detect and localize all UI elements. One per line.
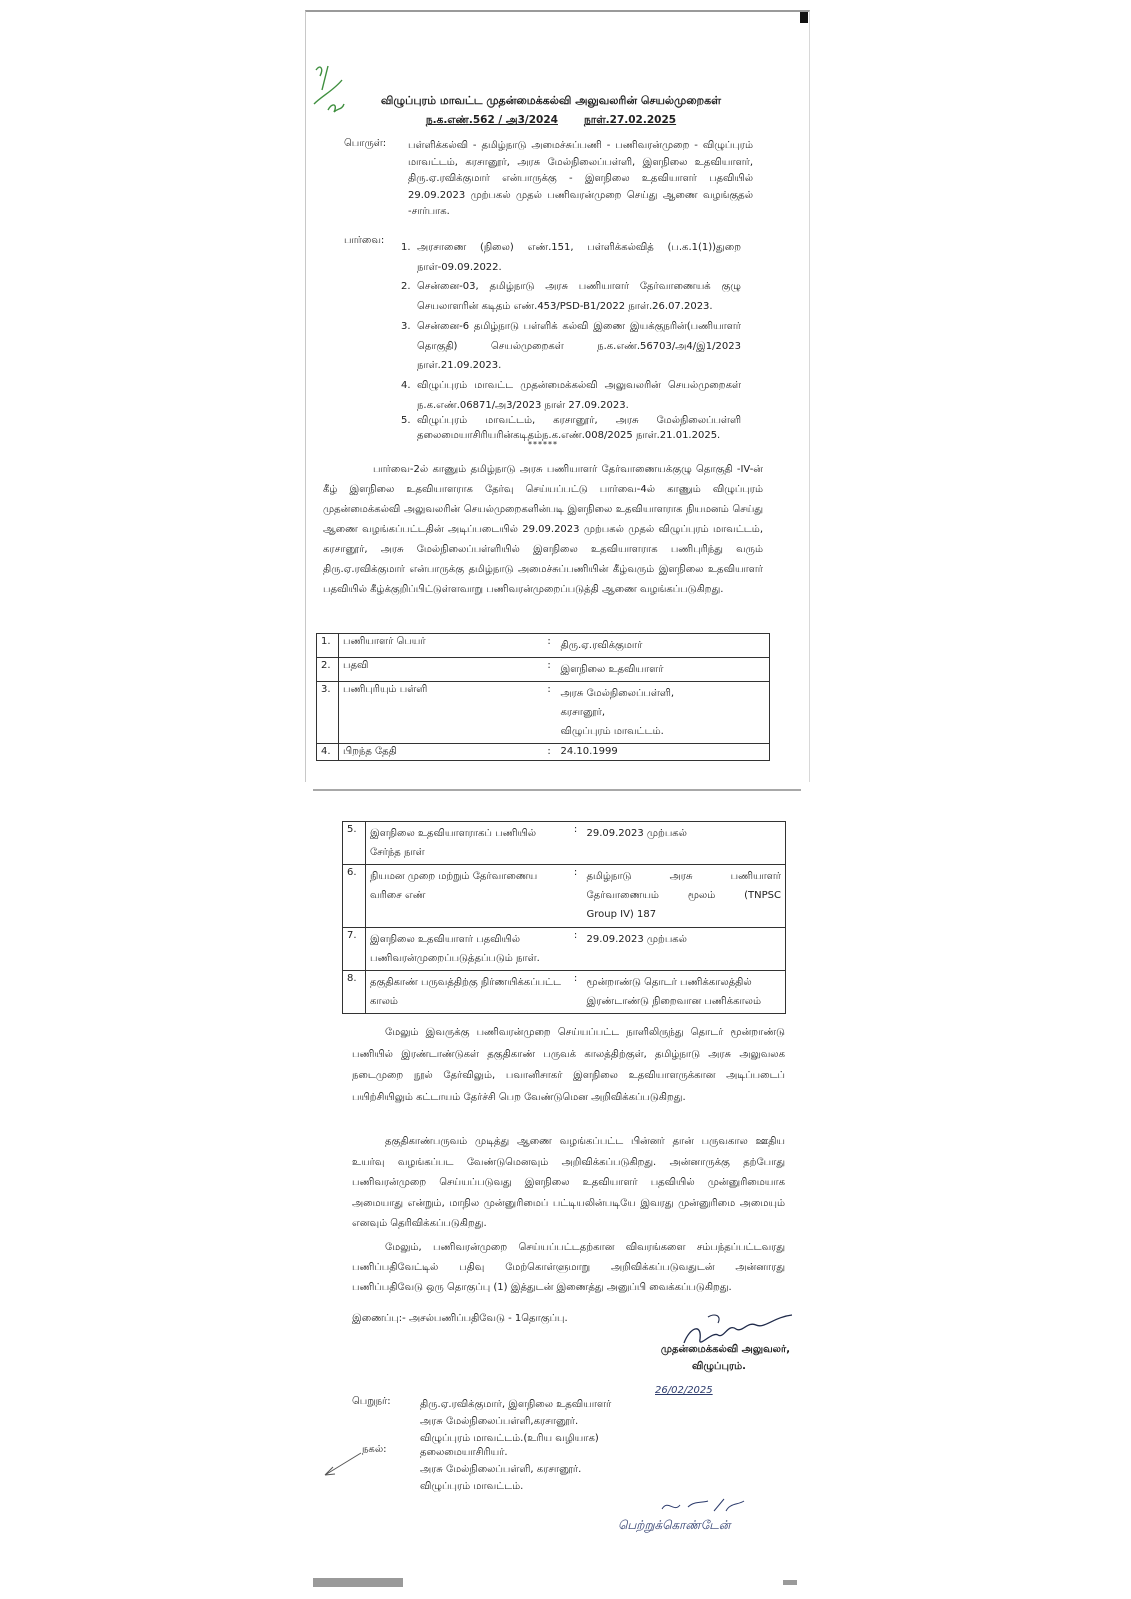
address-line: திரு.ஏ.ரவிக்குமார், இளநிலை உதவியாளர் xyxy=(420,1399,612,1410)
row-colon: : xyxy=(569,928,583,971)
address-line: தலைமையாசிரியர். xyxy=(420,1447,508,1458)
copy-label: நகல்: xyxy=(362,1444,387,1455)
table-row xyxy=(343,971,786,1014)
row-label: தகுதிகாண் பருவத்திற்கு நிர்ணயிக்கப்பட்ட காலம் xyxy=(366,971,569,1014)
address-line: அரசு மேல்நிலைப்பள்ளி,கரசானூர். xyxy=(420,1416,579,1427)
table-row xyxy=(343,928,786,971)
note-paragraph: மேலும், பணிவரன்முறை செய்யப்பட்டதற்கான விவரங்களை சம்பந்தப்பட்டவரது பணிப்பதிவேட்டில் பதிவு மேற்கொள்ளுமாறு அறிவிக்கப்படுவதுடன் அன்னாரது பணிப்பதிவேடு ஒரு தொகுப்பு (1) இத்துடன் இணைத்து அனுப்பி வைக்கப்படுகிறது. xyxy=(352,1242,785,1293)
value-line: 24.10.1999 xyxy=(560,746,618,757)
signatory-place: விழுப்புரம். xyxy=(692,1361,746,1372)
row-label: பணிபுரியும் பள்ளி xyxy=(339,682,542,744)
row-colon: : xyxy=(569,865,583,928)
value-line: Group IV) 187 xyxy=(586,909,657,920)
row-number: 8. xyxy=(343,971,366,1014)
row-label: இளநிலை உதவியாளராகப் பணியில் சேர்ந்த நாள் xyxy=(366,822,569,865)
reference-number-label: 5. xyxy=(401,415,411,426)
order-paragraph: பார்வை-2ல் காணும் தமிழ்நாடு அரசு பணியாளர் தேர்வாணையக்குழு தொகுதி -IV-ன் கீழ் இளநிலை உதவியாளராக தேர்வு செய்யப்பட்டு பார்வை-4ல் காணும் விழுப்புரம் முதன்மைக்கல்வி அலுவலரின் செயல்முறைகளின்படி இளநிலை உதவியாளராக நியமனம் செய்து ஆணை வழங்கப்பட்டதின் அடிப்படையில் 29.09.2023 முற்பகல் முதல் விழுப்புரம் மாவட்டம், கரசானூர், அரசு மேல்நிலைப்பள்ளியில் இளநிலை உதவியாளராக பணிபுரிந்து வரும் திரு.ஏ.ரவிக்குமார் என்பாருக்கு தமிழ்நாடு அமைச்சுப்பணியின் கீழ்வரும் இளநிலை உதவியாளர் பதவியில் கீழ்க்குறிப்பிட்டுள்ளவாறு பணிவரன்முறைப்படுத்தி ஆணை வழங்கப்படுகிறது. xyxy=(323,464,763,595)
reference-text: அரசாணை (நிலை) எண்.151, பள்ளிக்கல்வித் (ப.க.1(1))துறை நாள்-09.09.2022. xyxy=(417,242,741,273)
row-value xyxy=(557,634,770,658)
row-number: 6. xyxy=(343,865,366,928)
reference-number-label: 4. xyxy=(401,380,411,391)
row-number: 4. xyxy=(317,744,339,761)
row-colon: : xyxy=(542,744,557,761)
document-title: விழுப்புரம் மாவட்ட முதன்மைக்கல்வி அலுவலரின் செயல்முறைகள் xyxy=(380,94,722,107)
address-line: அரசு மேல்நிலைப்பள்ளி, கரசானூர். xyxy=(420,1464,582,1475)
document-page-2 xyxy=(313,789,801,1593)
address-line: விழுப்புரம் மாவட்டம்.(உரிய வழியாக) xyxy=(420,1433,599,1444)
reference-item xyxy=(401,238,741,277)
value-line: அரசு மேல்நிலைப்பள்ளி, xyxy=(560,688,675,699)
subject-label: பொருள்: xyxy=(344,138,387,149)
reference-number: ந.க.எண்.562 / அ3/2024 xyxy=(425,114,558,126)
row-number: 3. xyxy=(317,682,339,744)
table-row xyxy=(317,634,770,658)
value-line: கரசானூர், xyxy=(560,707,606,718)
row-label: பணியாளர் பெயர் xyxy=(339,634,542,658)
handwritten-arrow-mark xyxy=(321,1447,367,1479)
table-row xyxy=(317,744,770,761)
signatory-title: முதன்மைக்கல்வி அலுவலர், xyxy=(660,1344,790,1355)
value-line: திரு.ஏ.ரவிக்குமார் xyxy=(560,640,643,651)
row-label: பதவி xyxy=(339,658,542,682)
recipient-label: பெறுநர்: xyxy=(352,1396,391,1407)
value-line: 29.09.2023 முற்பகல் xyxy=(586,828,687,839)
reference-text: விழுப்புரம் மாவட்டம், கரசானூர், அரசு மேல்நிலைப்பள்ளி தலைமையாசிரியரின்கடிதம்ந.க.எண்.008/2025 நாள்.21.01.2025. xyxy=(417,415,741,441)
document-page-1 xyxy=(305,10,810,782)
row-colon: : xyxy=(569,971,583,1014)
row-number: 1. xyxy=(317,634,339,658)
note-paragraph: மேலும் இவருக்கு பணிவரன்முறை செய்யப்பட்ட நாளிலிருந்து தொடர் மூன்றாண்டு பணியில் இரண்டாண்டுகள் தகுதிகாண் பருவக் காலத்திற்குள், தமிழ்நாடு அரசு அலுவலக நடைமுறை நூல் தேர்விலும், பவானிசாகர் இளநிலை உதவியாளருக்கான அடிப்படைப் பயிற்சியிலும் கட்டாயம் தேர்ச்சி பெற வேண்டுமென அறிவிக்கப்படுகிறது. xyxy=(352,1027,785,1103)
table-row xyxy=(317,658,770,682)
reference-number-label: 1. xyxy=(401,242,411,253)
address-line: விழுப்புரம் மாவட்டம். xyxy=(420,1481,524,1492)
value-line: இளநிலை உதவியாளர் xyxy=(560,664,664,675)
reference-item xyxy=(401,317,741,376)
recipient-address xyxy=(420,1396,611,1447)
value-line: தமிழ்நாடு அரசு பணியாளர் xyxy=(586,871,781,882)
scan-edge xyxy=(783,1580,797,1585)
row-value xyxy=(583,822,786,865)
reference-item xyxy=(401,277,741,316)
enclosure-label: இணைப்பு:- xyxy=(352,1313,406,1324)
enclosure-text: அசல்பணிப்பதிவேடு - 1தொகுப்பு. xyxy=(408,1313,568,1324)
handwritten-annotation-mark xyxy=(308,60,350,122)
scan-edge xyxy=(313,1578,403,1587)
reference-text: சென்னை-03, தமிழ்நாடு அரசு பணியாளர் தேர்வாணையக் குழு செயலாளரின் கடிதம் எண்.453/PSD-B1/2022 நாள்.26.07.2023. xyxy=(417,281,741,312)
row-label: நியமன முறை மற்றும் தேர்வாணைய வரிசை எண் xyxy=(366,865,569,928)
table-row xyxy=(343,865,786,928)
row-value xyxy=(583,928,786,971)
reference-item xyxy=(401,413,741,443)
copy-address xyxy=(420,1444,581,1495)
reference-number-label: 2. xyxy=(401,281,411,292)
table-row xyxy=(317,682,770,744)
scan-mark xyxy=(800,12,808,23)
value-line: இரண்டாண்டு நிறைவான பணிக்காலம் xyxy=(586,996,762,1007)
value-line: மூன்றாண்டு தொடர் பணிக்காலத்தில் xyxy=(586,977,752,988)
employee-details-table-continued xyxy=(342,821,786,1014)
note-paragraph: தகுதிகாண்பருவம் முடித்து ஆணை வழங்கப்பட்ட பின்னர் தான் பருவகால ஊதிய உயர்வு வழங்கப்பட வேண்டுமெனவும் அறிவிக்கப்படுகிறது. அன்னாருக்கு தற்போது பணிவரன்முறை செய்யப்படுவது இளநிலை உதவியாளர் பதவியில் முன்னுரிமையாக அமையாது என்றும், மாநில முன்னுரிமைப் பட்டியலின்படியே இவரது முன்னுரிமை அமையும் எனவும் தெரிவிக்கப்படுகிறது. xyxy=(352,1136,785,1229)
row-value xyxy=(583,971,786,1014)
row-label: இளநிலை உதவியாளர் பதவியில் பணிவரன்முறைப்படுத்தப்படும் நாள். xyxy=(366,928,569,971)
row-colon: : xyxy=(569,822,583,865)
handwritten-initials xyxy=(658,1493,748,1519)
reference-text: சென்னை-6 தமிழ்நாடு பள்ளிக் கல்வி இணை இயக்குநரின்(பணியாளர் தொகுதி) செயல்முறைகள் ந.க.எண்.56703/அ4/இ1/2023 நாள்.21.09.2023. xyxy=(417,321,741,371)
reference-text: விழுப்புரம் மாவட்ட முதன்மைக்கல்வி அலுவலரின் செயல்முறைகள் ந.க.எண்.06871/அ3/2023 நாள் 27.09.2023. xyxy=(417,380,741,411)
reference-line xyxy=(336,114,766,127)
handwritten-date: 26/02/2025 xyxy=(655,1385,713,1396)
value-line: 29.09.2023 முற்பகல் xyxy=(586,934,687,945)
row-number: 5. xyxy=(343,822,366,865)
row-value xyxy=(583,865,786,928)
table-row xyxy=(343,822,786,865)
enclosure xyxy=(352,1313,568,1325)
value-line: விழுப்புரம் மாவட்டம். xyxy=(560,726,664,737)
subject-text: பள்ளிக்கல்வி - தமிழ்நாடு அமைச்சுப்பணி - பணிவரன்முறை - விழுப்புரம் மாவட்டம், கரசானூர், அரசு மேல்நிலைப்பள்ளி, இளநிலை உதவியாளர், திரு.ஏ.ரவிக்குமார் என்பாருக்கு - இளநிலை உதவியாளர் பதவியில் 29.09.2023 முற்பகல் முதல் பணிவரன்முறை செய்து ஆணை வழங்குதல் -சார்பாக. xyxy=(408,140,753,217)
received-acknowledgement: பெற்றுக்கொண்டேன் xyxy=(618,1518,731,1532)
section-separator: ****** xyxy=(528,440,558,449)
row-value xyxy=(557,682,770,744)
row-colon: : xyxy=(542,658,557,682)
row-label: பிறந்த தேதி xyxy=(339,744,542,761)
row-value xyxy=(557,658,770,682)
row-colon: : xyxy=(542,634,557,658)
reference-item xyxy=(401,376,741,415)
row-colon: : xyxy=(542,682,557,744)
references-label: பார்வை: xyxy=(344,235,385,246)
row-value xyxy=(557,744,770,761)
employee-details-table xyxy=(316,633,770,761)
order-date: நாள்.27.02.2025 xyxy=(583,114,677,126)
value-line: தேர்வாணையம் மூலம் (TNPSC xyxy=(586,890,781,901)
reference-number-label: 3. xyxy=(401,321,411,332)
row-number: 2. xyxy=(317,658,339,682)
row-number: 7. xyxy=(343,928,366,971)
